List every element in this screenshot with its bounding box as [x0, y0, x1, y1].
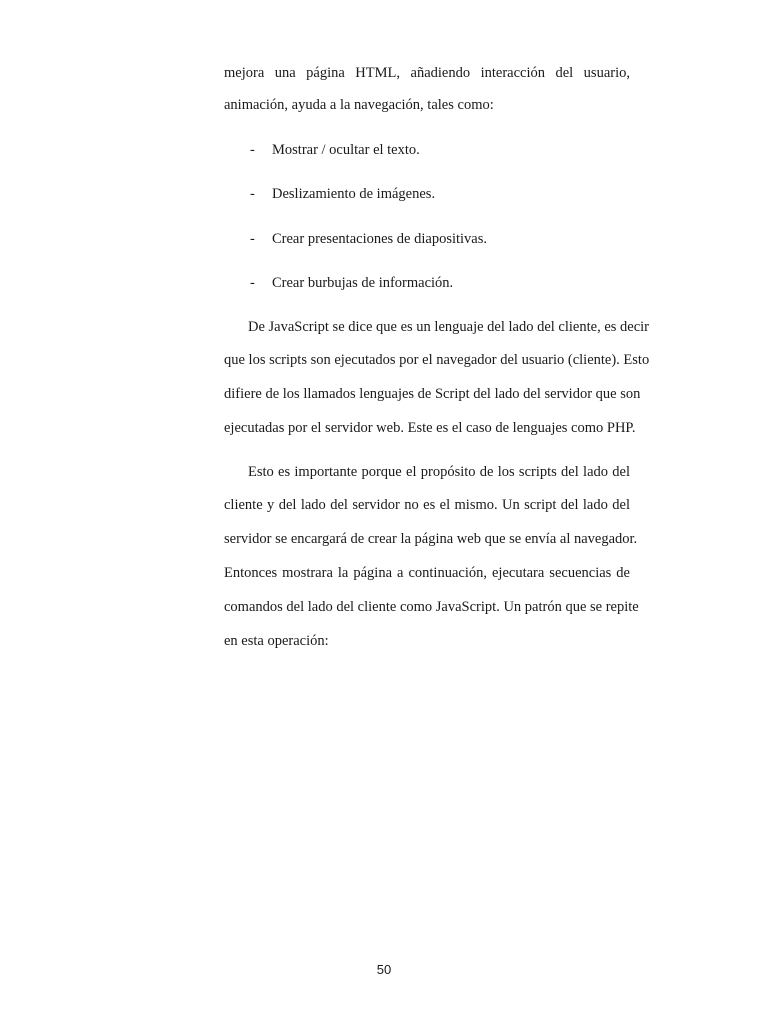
paragraph-line: que los scripts son ejecutados por el navegador del usuario (cliente). Esto [224, 352, 650, 368]
list-item-text: Crear presentaciones de diapositivas. [272, 231, 488, 247]
list-item [250, 139, 420, 161]
list-marker: - [250, 186, 255, 202]
list-item [250, 183, 435, 205]
intro-line: animación, ayuda a la navegación, tales como: [224, 97, 494, 113]
list-marker: - [250, 231, 255, 247]
list-item [250, 228, 487, 250]
list-marker: - [250, 142, 255, 158]
list-marker: - [250, 275, 255, 291]
list-item-text: Deslizamiento de imágenes. [272, 186, 436, 202]
paragraph-line: cliente y del lado del servidor no es el mismo. Un script del lado del [224, 497, 630, 513]
list-item-text: Crear burbujas de información. [272, 275, 454, 291]
paragraph-line: en esta operación: [224, 633, 329, 649]
paragraph-line: comandos del lado del cliente como JavaScript. Un patrón que se repite [224, 599, 639, 615]
paragraph-line: Esto es importante porque el propósito de los scripts del lado del [248, 464, 630, 480]
page-number: 50 [376, 962, 392, 977]
intro-line: mejora una página HTML, añadiendo interacción del usuario, [224, 65, 630, 81]
list-item-text: Mostrar / ocultar el texto. [272, 142, 420, 158]
paragraph-line: De JavaScript se dice que es un lenguaje del lado del cliente, es decir [248, 319, 650, 335]
paragraph-line: difiere de los llamados lenguajes de Script del lado del servidor que son [224, 386, 641, 402]
paragraph-line: Entonces mostrara la página a continuación, ejecutara secuencias de [224, 565, 630, 581]
paragraph-line: servidor se encargará de crear la página web que se envía al navegador. [224, 531, 638, 547]
paragraph-line: ejecutadas por el servidor web. Este es el caso de lenguajes como PHP. [224, 420, 636, 436]
list-item [250, 272, 453, 294]
